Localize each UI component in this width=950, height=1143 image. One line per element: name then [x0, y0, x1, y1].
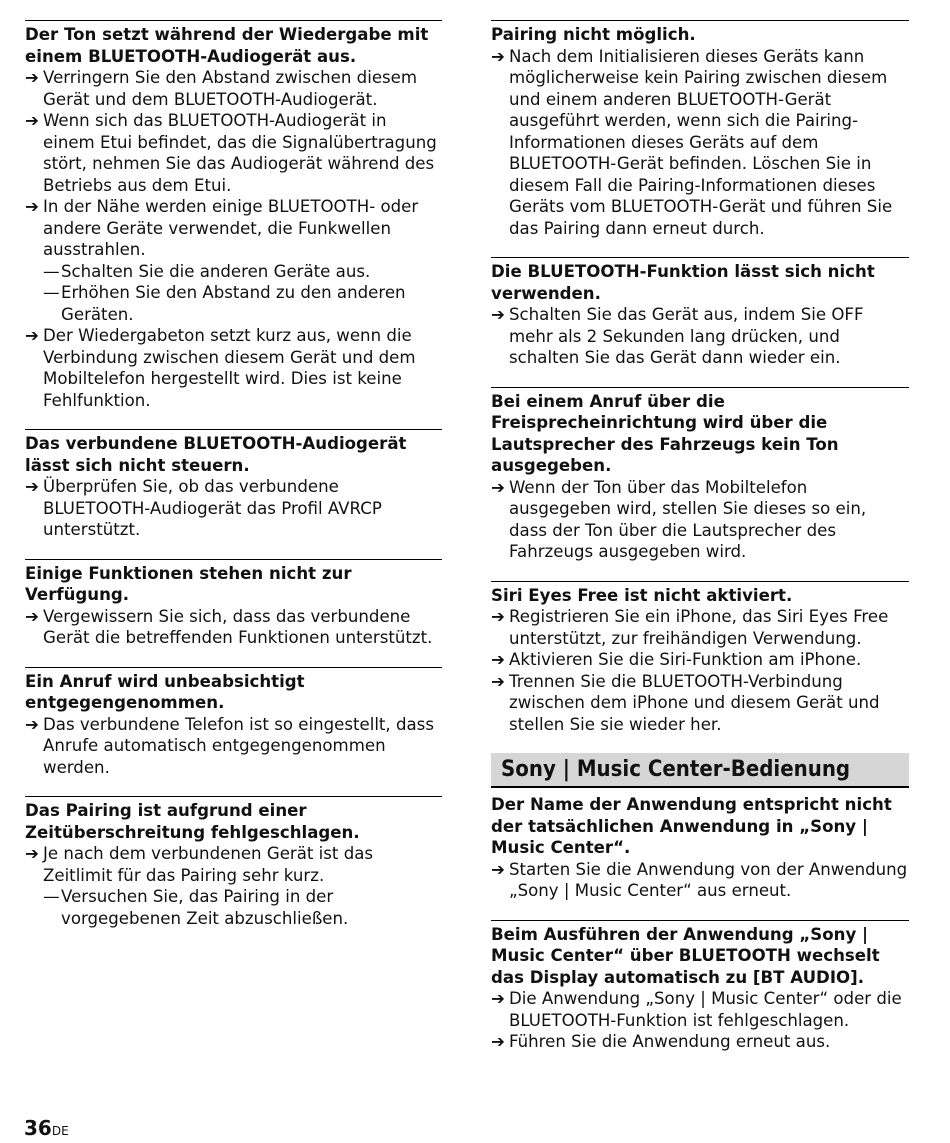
arrow-icon: ➔: [25, 326, 39, 345]
solution-text: Der Wiedergabeton setzt kurz aus, wenn die Verbindung zwischen diesem Gerät und dem Mobiltelefon hergestellt wird. Dies ist keine Fehlfunktion.: [43, 326, 416, 410]
solution-text: Vergewissern Sie sich, dass das verbundene Gerät die betreffenden Funktionen unterstützt.: [43, 606, 433, 647]
dash-icon: —: [43, 283, 60, 302]
problem-heading: Ein Anruf wird unbeabsichtigt entgegengenommen.: [25, 671, 305, 712]
arrow-icon: ➔: [491, 477, 505, 497]
troubleshooting-section: [491, 257, 909, 369]
page-language-suffix: DE: [51, 1124, 69, 1138]
troubleshooting-section: [25, 667, 442, 779]
solution-text: Schalten Sie das Gerät aus, indem Sie OFF mehr als 2 Sekunden lang drücken, und schalten Sie das Gerät dann wieder ein.: [509, 305, 864, 367]
solution-text: Führen Sie die Anwendung erneut aus.: [509, 1032, 831, 1051]
problem-heading: Einige Funktionen stehen nicht zur Verfügung.: [25, 563, 352, 604]
troubleshooting-section: [25, 796, 442, 929]
solution-item: [25, 325, 442, 411]
solution-item: [25, 110, 442, 196]
solution-text: Die Anwendung „Sony | Music Center“ oder die BLUETOOTH-Funktion ist fehlgeschlagen.: [509, 989, 902, 1030]
solution-text: Verringern Sie den Abstand zwischen diesem Gerät und dem BLUETOOTH-Audiogerät.: [43, 68, 418, 109]
solution-item: [491, 988, 909, 1031]
problem-heading: Pairing nicht möglich.: [491, 25, 696, 44]
solution-subitem: [25, 282, 442, 325]
subitem-text: Versuchen Sie, das Pairing in der vorgegebenen Zeit abzuschließen.: [61, 887, 349, 928]
solution-item: [491, 606, 909, 649]
troubleshooting-section: [25, 559, 442, 649]
solution-text: Wenn sich das BLUETOOTH-Audiogerät in einem Etui befindet, das die Signalübertragung stört, nehmen Sie das Audiogerät während des Betriebs aus dem Etui.: [43, 111, 437, 195]
arrow-icon: ➔: [25, 68, 39, 87]
problem-heading: Siri Eyes Free ist nicht aktiviert.: [491, 585, 793, 605]
solution-text: Je nach dem verbundenen Gerät ist das Zeitlimit für das Pairing sehr kurz.: [43, 844, 374, 885]
solution-subitem: [25, 886, 442, 929]
solution-item: [25, 714, 442, 779]
solution-item: [491, 477, 909, 563]
solution-text: Nach dem Initialisieren dieses Geräts kann möglicherweise kein Pairing zwischen diesem und einem anderen BLUETOOTH-Gerät ausgeführt werden, wenn sich die Pairing-Informationen dieses Geräts auf dem BLUETOOTH-Gerät befinden. Löschen Sie in diesem Fall die Pairing-Informationen dieses Geräts vom BLUETOOTH-Gerät und führen Sie das Pairing dann erneut durch.: [509, 46, 893, 238]
problem-heading: Der Name der Anwendung entspricht nicht der tatsächlichen Anwendung in „Sony | Music Center“.: [491, 795, 892, 857]
arrow-icon: ➔: [25, 714, 39, 734]
solution-text: Registrieren Sie ein iPhone, das Siri Eyes Free unterstützt, zur freihändigen Verwendung.: [509, 607, 889, 648]
arrow-icon: ➔: [491, 650, 505, 669]
page-number-value: 36: [24, 1116, 52, 1140]
troubleshooting-section: [25, 20, 442, 411]
solution-text: Starten Sie die Anwendung von der Anwendung „Sony | Music Center“ aus erneut.: [509, 859, 908, 900]
arrow-icon: ➔: [25, 477, 39, 496]
troubleshooting-section: [491, 920, 909, 1053]
arrow-icon: ➔: [491, 1032, 505, 1051]
troubleshooting-section: [25, 429, 442, 541]
solution-text: Überprüfen Sie, ob das verbundene BLUETOOTH-Audiogerät das Profil AVRCP unterstützt.: [43, 477, 382, 539]
arrow-icon: ➔: [25, 111, 39, 130]
problem-heading: Das Pairing ist aufgrund einer Zeitüberschreitung fehlgeschlagen.: [25, 801, 360, 842]
solution-text: Aktivieren Sie die Siri-Funktion am iPhone.: [509, 650, 862, 669]
troubleshooting-section: [491, 387, 909, 563]
solution-item: [25, 196, 442, 261]
section-banner-title: Sony | Music Center-Bedienung: [491, 753, 909, 788]
arrow-icon: ➔: [491, 989, 505, 1008]
solution-text: Trennen Sie die BLUETOOTH-Verbindung zwischen dem iPhone und diesem Gerät und stellen Sie sie wieder her.: [509, 671, 880, 734]
arrow-icon: ➔: [491, 305, 505, 324]
solution-item: [491, 304, 909, 369]
arrow-icon: ➔: [25, 606, 39, 626]
dash-icon: —: [43, 261, 60, 281]
dash-icon: —: [43, 887, 60, 906]
arrow-icon: ➔: [491, 859, 505, 879]
solution-text: In der Nähe werden einige BLUETOOTH- oder andere Geräte verwendet, die Funkwellen ausstrahlen.: [43, 197, 419, 259]
page-number: [24, 1116, 69, 1143]
right-column: [491, 20, 909, 1071]
problem-heading: Die BLUETOOTH-Funktion lässt sich nicht verwenden.: [491, 262, 875, 303]
solution-text: Das verbundene Telefon ist so eingestellt, dass Anrufe automatisch entgegengenommen werden.: [43, 714, 434, 777]
solution-item: [491, 671, 909, 736]
subitem-text: Erhöhen Sie den Abstand zu den anderen Geräten.: [61, 283, 406, 324]
arrow-icon: ➔: [491, 607, 505, 626]
solution-item: [491, 1031, 909, 1053]
arrow-icon: ➔: [491, 46, 505, 66]
problem-heading: Der Ton setzt während der Wiedergabe mit einem BLUETOOTH-Audiogerät aus.: [25, 25, 429, 66]
troubleshooting-section: [491, 581, 909, 736]
subitem-text: Schalten Sie die anderen Geräte aus.: [61, 261, 371, 281]
solution-item: [25, 606, 442, 649]
solution-text: Wenn der Ton über das Mobiltelefon ausgegeben wird, stellen Sie dieses so ein, dass der Ton über die Lautsprecher des Fahrzeugs ausgegeben wird.: [509, 477, 867, 561]
solution-item: [25, 476, 442, 541]
solution-item: [25, 843, 442, 886]
solution-item: [491, 859, 909, 902]
arrow-icon: ➔: [25, 197, 39, 216]
troubleshooting-section: [491, 20, 909, 239]
problem-heading: Bei einem Anruf über die Freisprecheinrichtung wird über die Lautsprecher des Fahrzeugs kein Ton ausgegeben.: [491, 391, 839, 475]
solution-subitem: [25, 261, 442, 283]
arrow-icon: ➔: [491, 671, 505, 691]
problem-heading: Beim Ausführen der Anwendung „Sony | Music Center“ über BLUETOOTH wechselt das Display automatisch zu [BT AUDIO].: [491, 924, 880, 987]
solution-item: [491, 649, 909, 671]
solution-item: [25, 67, 442, 110]
solution-item: [491, 46, 909, 240]
arrow-icon: ➔: [25, 844, 39, 863]
left-column: [25, 20, 442, 947]
troubleshooting-section: [491, 794, 909, 902]
problem-heading: Das verbundene BLUETOOTH-Audiogerät lässt sich nicht steuern.: [25, 434, 407, 475]
